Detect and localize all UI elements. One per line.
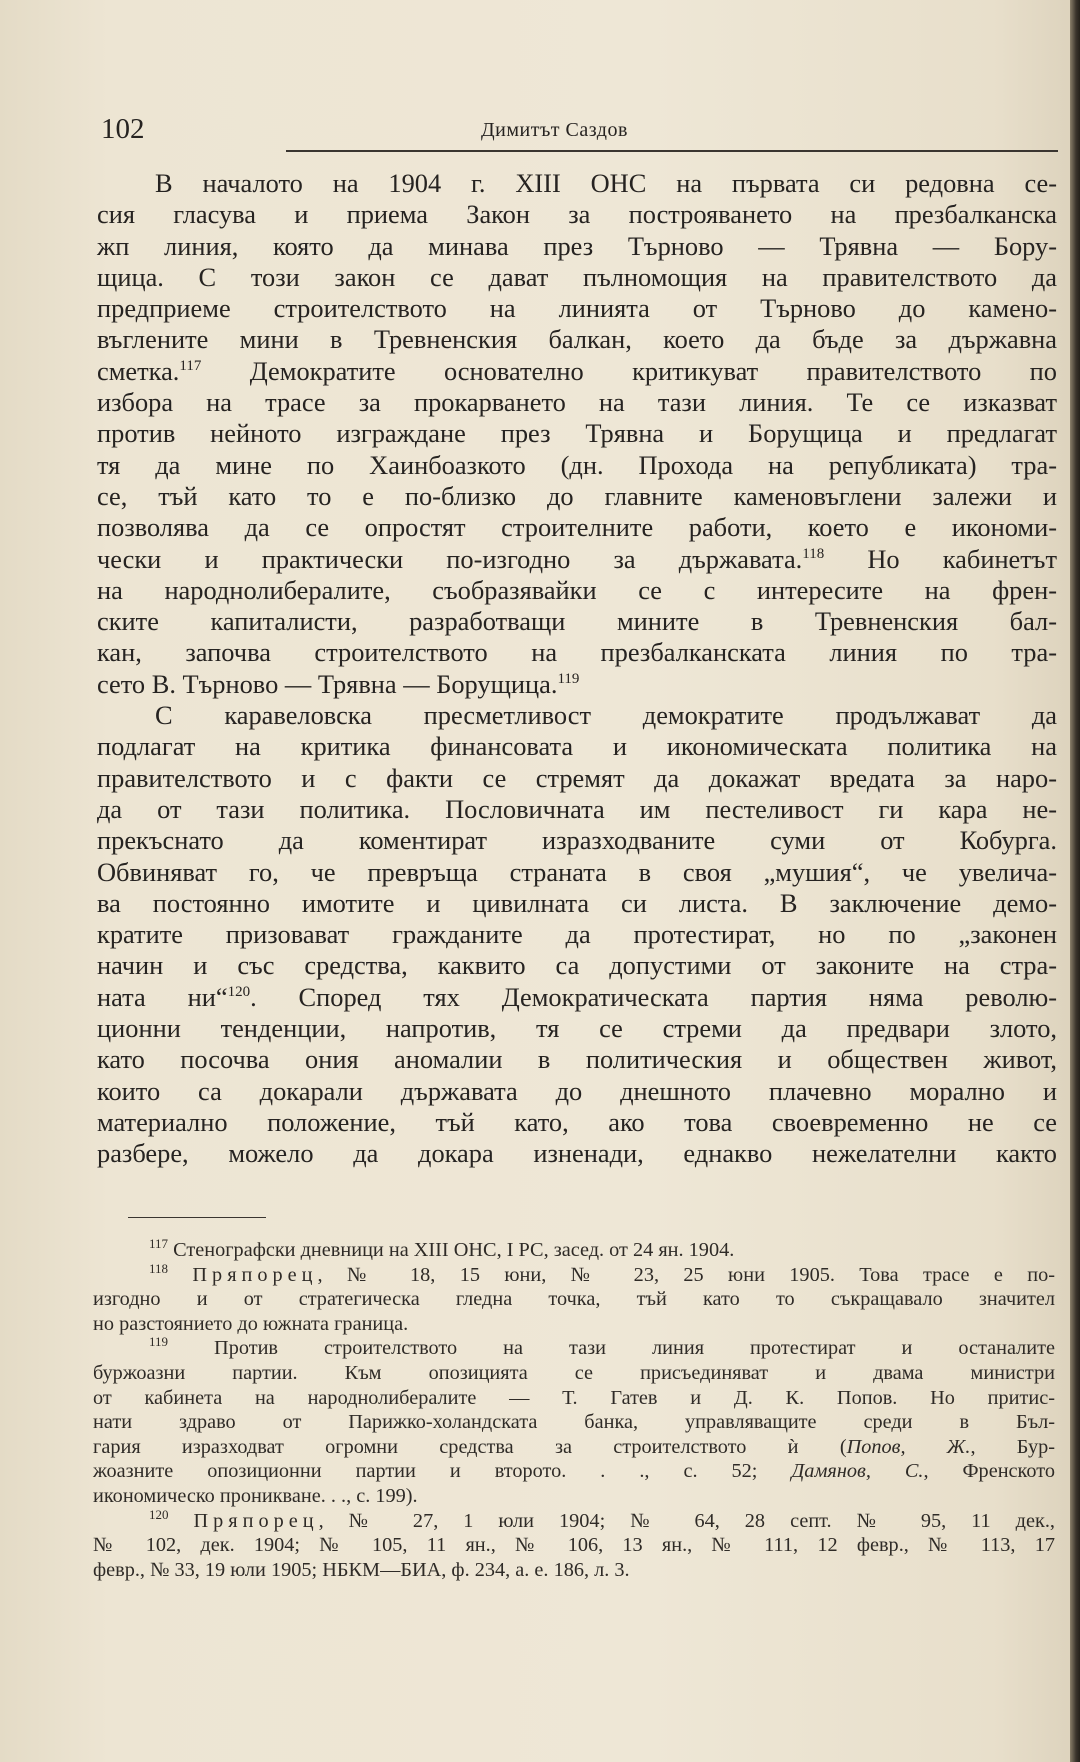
text-fragment: . Според тях Демократическата партия няма револю-	[250, 981, 1058, 1012]
footnote-118	[93, 1260, 1055, 1337]
text-fragment: сето В. Търново — Трявна — Борущица.	[97, 668, 558, 699]
footnotes	[93, 1238, 1055, 1582]
text-line	[97, 669, 1057, 700]
footnote-line: № 102, дек. 1904; № 105, 11 ян., № 106, 13 ян., № 111, 12 февр., № 113, 17	[93, 1534, 1055, 1557]
footnote-line	[93, 1506, 1056, 1534]
footnote-line	[93, 1238, 1055, 1263]
text-line	[97, 544, 1057, 575]
footnote-text: гария изразходват огромни средства за строителството ѝ (	[93, 1435, 847, 1458]
text-line: против нейното изграждане през Трявна и Борущица и предлагат	[97, 418, 1057, 449]
footnote-rule	[128, 1217, 266, 1218]
paragraph-1	[97, 168, 1057, 700]
footnote-ref-118[interactable]: 118	[802, 545, 825, 562]
footnote-line	[93, 1336, 1055, 1361]
source-title: Пряпорец	[193, 1509, 319, 1532]
text-line: сия гласува и приема Закон за построяването на презбалканска	[97, 199, 1057, 230]
footnote-line: буржоазни партии. Към опозицията се присъединяват и двама министри	[93, 1361, 1055, 1384]
footnote-line: изгодно и от стратегическа гледна точка, тъй като то съкращавало значител	[93, 1288, 1055, 1311]
text-fragment: сметка.	[97, 355, 180, 386]
footnote-line: икономическо проникване. . ., с. 199).	[93, 1484, 418, 1507]
body-text	[97, 168, 1057, 1170]
footnote-ref-117[interactable]: 117	[179, 357, 202, 374]
footnote-number: 120	[149, 1506, 169, 1522]
text-line: тя да мине по Хаинбоазкото (дн. Прохода на републиката) тра-	[97, 449, 1057, 480]
text-line: разбере, можело да докара изненади, еднакво нежелателни както	[97, 1138, 1057, 1169]
text-line: кан, започва строителството на презбалканската линия по тра-	[97, 637, 1057, 668]
footnote-line	[93, 1459, 1055, 1484]
page-header	[101, 110, 1058, 152]
text-line: ва постоянно имотите и цивилната си листа. В заключение демо-	[97, 887, 1057, 918]
running-head: Димитът Саздов	[481, 119, 628, 141]
text-line: позволява да се опростят строителните работи, което е икономи-	[97, 512, 1057, 543]
author-name: Дамянов, С.	[791, 1460, 924, 1483]
footnote-120	[93, 1506, 1056, 1583]
text-line: предприеме строителството на линията от Търново до камено-	[97, 293, 1057, 324]
header-rule	[286, 150, 1058, 152]
text-line: В началото на 1904 г. XIII ОНС на първата си редовна се-	[155, 168, 1057, 198]
footnote-text: , № 27, 1 юли 1904; № 64, 28 септ. № 95, 11 дек.,	[318, 1509, 1056, 1532]
footnote-number: 118	[149, 1260, 169, 1276]
footnote-number: 117	[149, 1236, 169, 1252]
text-line: материално положение, тъй като, ако това своевременно не се	[97, 1106, 1057, 1137]
text-line: се, тъй като то е по-близко до главните каменовъглени залежи и	[97, 480, 1057, 511]
text-line	[97, 356, 1057, 387]
text-line: които са докарали държавата до днешното плачевно морално и	[97, 1075, 1057, 1106]
text-fragment: чески и практически по-изгодно за държавата.	[97, 543, 803, 574]
text-line: прекъснато да коментират изразходваните суми от Кобурга.	[97, 825, 1057, 856]
book-spine-edge	[1070, 0, 1080, 1762]
text-fragment: Демократите основателно критикуват правителството по	[249, 355, 1057, 386]
footnote-117	[93, 1238, 1055, 1263]
footnote-text: , Бур-	[970, 1435, 1055, 1458]
footnote-line: но разстоянието до южната граница.	[93, 1312, 409, 1335]
paragraph-2	[97, 700, 1057, 1169]
footnote-number: 119	[149, 1334, 169, 1350]
text-line: жп линия, която да минава през Търново — Трявна — Бору-	[97, 230, 1057, 261]
text-line: на народнолибералите, съобразявайки се с интересите на френ-	[97, 574, 1057, 605]
author-name: Попов, Ж.	[846, 1435, 971, 1458]
footnote-line	[93, 1435, 1055, 1460]
text-line: като посочва ония аномалии в политическия и обществен живот,	[97, 1044, 1057, 1075]
footnote-text: жоазните опозиционни партии и второто. . ., с. 52;	[93, 1460, 792, 1483]
source-title: Пряпорец	[192, 1263, 318, 1286]
footnote-line: нати здраво от Парижко-холандската банка, управляващите среди в Бъл-	[93, 1411, 1055, 1434]
footnote-line: февр., № 33, 19 юли 1905; НБКМ—БИА, ф. 234, а. е. 186, л. 3.	[93, 1558, 630, 1581]
text-fragment: ната ни“	[97, 981, 228, 1012]
footnote-text: Против строителството на тази линия протестират и останалите	[214, 1337, 1055, 1360]
text-line: Обвиняват го, че превръща страната в своя „мушия“, че увелича-	[97, 856, 1057, 887]
footnote-text: , № 18, 15 юни, № 23, 25 юни 1905. Това трасе е по-	[317, 1263, 1055, 1286]
footnote-text: , Френското	[923, 1460, 1055, 1483]
text-line: С каравеловска пресметливост демократите продължават да	[155, 700, 1057, 731]
footnote-line: от кабинета на народнолибералите — Т. Гатев и Д. К. Попов. Но притис-	[93, 1386, 1055, 1409]
text-line: ционни тенденции, напротив, тя се стреми да предвари злото,	[97, 1013, 1057, 1044]
text-line	[97, 982, 1057, 1013]
page-number: 102	[101, 113, 145, 145]
text-line: въглените мини в Тревненския балкан, което да бъде за държавна	[97, 324, 1057, 355]
text-line: начин и със средства, каквито са допустими от законите на стра-	[97, 950, 1057, 981]
text-line: подлагат на критика финансовата и икономическата политика на	[97, 731, 1057, 762]
footnote-ref-119[interactable]: 119	[557, 670, 580, 687]
text-line: щица. С този закон се дават пълномощия на правителството да	[97, 261, 1057, 292]
footnote-text: Стенографски дневници на XIII ОНС, I РС, засед. от 24 ян. 1904.	[173, 1239, 735, 1261]
text-line: кратите призовават гражданите да протестират, но по „законен	[97, 919, 1057, 950]
text-line: правителството и с факти се стремят да докажат вредата за наро-	[97, 762, 1057, 793]
footnote-line	[93, 1260, 1055, 1288]
footnote-ref-120[interactable]: 120	[227, 983, 251, 1000]
text-line: ските капиталисти, разработващи мините в Тревненския бал-	[97, 606, 1057, 637]
text-line: да от тази политика. Пословичната им пестеливост ги кара не-	[97, 793, 1057, 824]
footnote-119	[93, 1336, 1055, 1508]
text-fragment: Но кабинетът	[867, 543, 1057, 574]
text-line: избора на трасе за прокарването на тази линия. Те се изказват	[97, 387, 1057, 418]
